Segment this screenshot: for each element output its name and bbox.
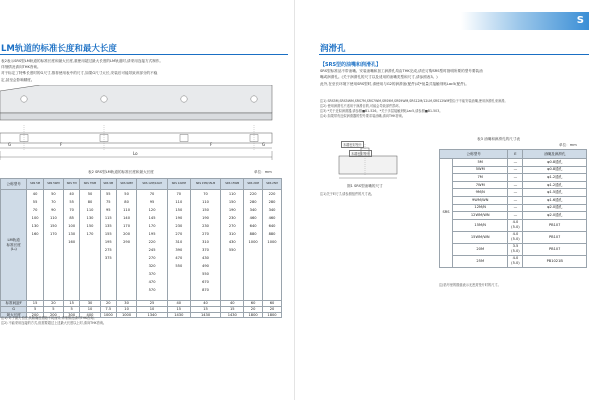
length-value: 245 [148, 248, 156, 252]
table-cell: 20 [244, 306, 263, 312]
table-row [440, 231, 587, 243]
length-value: 230 [202, 224, 209, 228]
table2-caption: 表2 SRS型LM轨道的标准长度和最大长度 [88, 170, 154, 174]
figure1-caption: 图1 SRS型油嘴的尺寸 [347, 184, 383, 188]
e-cell: 4.0 (5.0) [508, 255, 523, 267]
length-value: 190 [202, 216, 209, 220]
column-header: 油嘴及润滑孔 [523, 150, 587, 159]
model-cell: 20M [453, 243, 508, 255]
dim-g-left: G [8, 142, 12, 147]
model-cell: 15M/N [453, 219, 508, 231]
length-value: 290 [123, 240, 130, 244]
column-header: SRS 7M [64, 179, 80, 190]
lube-cell: φ2.0通孔 [523, 204, 587, 212]
e-cell: — [508, 189, 523, 197]
section-rule [319, 54, 589, 55]
length-value: 110 [202, 200, 209, 204]
dim-f-left: F [60, 142, 63, 147]
lubrication-section-title: 润滑孔 [320, 44, 346, 54]
lube-cell: φ1.6通孔 [523, 196, 587, 204]
e-cell: 3.5 (5.0) [508, 243, 523, 255]
table-note-line: 注2) 不能采用连接的方式,但需要超过上述最大长度以上时,请向THK咨询。 [1, 321, 107, 325]
table-cell: 15 [221, 306, 244, 312]
length-value: 310 [228, 232, 236, 236]
table-cell: 40 [167, 301, 190, 307]
length-value: 880 [268, 232, 276, 236]
lubrication-hole-table [439, 149, 587, 268]
dim-f-right: F [210, 142, 213, 147]
length-column [137, 190, 168, 301]
table2-unit: 单位：mm [254, 170, 272, 174]
table-cell: 1430 [221, 312, 244, 318]
intro-line: 表2表示SRS型LM轨道的标准长度和最大长度,重使用超过最大长度的LM轨道时,请采用连接方式制作。 [1, 59, 163, 63]
table-cell: 40 [190, 301, 221, 307]
table3-caption: 表3 油嘴和润滑孔的尺寸表 [477, 137, 520, 141]
length-value: 230 [175, 224, 183, 228]
table-row [440, 166, 587, 174]
length-value: 460 [249, 216, 257, 220]
length-value: 670 [202, 280, 209, 284]
length-value: 95 [105, 208, 111, 212]
length-value: 40 [32, 192, 38, 196]
length-value: 200 [123, 232, 130, 236]
table-row [440, 196, 587, 204]
column-header: SRS 5M [27, 179, 43, 190]
table-cell: 200 [27, 312, 43, 318]
model-cell: 7M [453, 174, 508, 182]
lm-rail-section-title: LM轨道的标准长度和最大长度 [1, 44, 117, 54]
length-value: 490 [202, 264, 209, 268]
length-value: 170 [148, 224, 156, 228]
model-cell: 15WM/WN [453, 231, 508, 243]
table-cell: 20 [263, 306, 282, 312]
column-header: SRS 7WM [80, 179, 100, 190]
length-value: 220 [148, 240, 156, 244]
table-cell: 1000 [116, 312, 136, 318]
table-cell: 40 [221, 301, 244, 307]
length-value: 55 [32, 200, 38, 204]
table-row [440, 204, 587, 212]
table-cell: 15 [27, 301, 43, 307]
table-row [440, 243, 587, 255]
length-value: 470 [148, 280, 156, 284]
length-value: 55 [105, 192, 111, 196]
model-cell: 5M [453, 159, 508, 167]
column-header: SRS 12WM [167, 179, 190, 190]
e-cell: — [508, 204, 523, 212]
intro-line: 对于标定了特殊长度时的G尺寸,推荐使用表中的尺寸,如果G尺寸太长,安装后可能导致该部分的不稳 [1, 71, 158, 76]
figure-callout-seal: 末端密封垫片 [343, 143, 363, 147]
length-column [244, 190, 263, 301]
lube-cell: φ2.0通孔 [523, 212, 587, 220]
length-value: 90 [51, 208, 56, 212]
length-value: 85 [69, 216, 74, 220]
table3-unit: 单位：mm [559, 143, 577, 147]
table-header-row [1, 179, 282, 190]
length-value: 130 [68, 232, 76, 236]
length-value: 270 [148, 256, 156, 260]
e-cell: — [508, 212, 523, 220]
length-column [190, 190, 221, 301]
lube-cell: φ1.2通孔 [523, 174, 587, 182]
length-value: 115 [104, 216, 112, 220]
length-value: 220 [268, 192, 276, 196]
lube-cell: PB107 [523, 219, 587, 231]
length-value: 280 [268, 200, 276, 204]
lube-cell: φ1.2通孔 [523, 181, 587, 189]
length-value: 190 [175, 216, 183, 220]
column-header: 公称型号 [440, 150, 508, 159]
length-value: 190 [228, 208, 236, 212]
table-row [440, 159, 587, 167]
e-cell: — [508, 181, 523, 189]
length-column [116, 190, 136, 301]
column-header: SRS 25M [263, 179, 282, 190]
length-value: 70 [51, 200, 56, 204]
table-row [440, 255, 587, 267]
table-cell: 25 [137, 301, 168, 307]
lube-cell: PB1021B [523, 255, 587, 267]
table-cell: 30 [80, 301, 100, 307]
length-value: 70 [149, 192, 155, 196]
chapter-tab-letter: S [576, 15, 584, 26]
length-value: 55 [69, 200, 74, 204]
model-cell: 12M/N [453, 204, 508, 212]
length-value: 1000 [267, 240, 277, 244]
length-value: 550 [228, 248, 236, 252]
intro-line: SRS型标准品不带油嘴。安装油嘴和加工润滑孔均由THK完成,请在订购SRS型时指明所要的型号要装油 [320, 69, 483, 73]
table-cell: 1800 [263, 312, 282, 318]
length-value: 150 [228, 200, 236, 204]
lube-cell: φ1.5通孔 [523, 189, 587, 197]
table-cell: 10 [80, 306, 100, 312]
length-value: 150 [49, 224, 57, 228]
table-cell: 200 [43, 312, 63, 318]
column-header: SRS 15WM [221, 179, 244, 190]
column-header: SRS 12M/12LM [137, 179, 168, 190]
rail-figure [0, 85, 290, 163]
length-value: 195 [104, 240, 112, 244]
table-header-row [440, 150, 587, 159]
length-column [263, 190, 282, 301]
table-cell: 15 [167, 306, 190, 312]
length-value: 110 [175, 200, 183, 204]
length-value: 150 [202, 208, 209, 212]
length-value: 110 [228, 192, 236, 196]
length-value: 50 [124, 192, 129, 196]
length-value: 50 [87, 192, 93, 196]
figure-callout-hole: 末端密封垫片 [351, 152, 371, 156]
intro-line: 定,甚至会影响精度。 [1, 77, 35, 82]
column-header: SRS 5WM [43, 179, 63, 190]
row-label: G [1, 306, 27, 312]
lube-cell: φ0.8通孔 [523, 159, 587, 167]
table-cell: 5 [64, 306, 80, 312]
length-value: 550 [175, 264, 183, 268]
length-value: 70 [69, 208, 74, 212]
length-column [221, 190, 244, 301]
table-row [440, 212, 587, 220]
length-value: 150 [175, 208, 183, 212]
table-cell: 7.5 [100, 306, 116, 312]
length-value: 640 [249, 224, 257, 228]
table-cell: 20 [43, 301, 63, 307]
figure1-note: 注1)关于E尺寸,请参照组件的尺寸表。 [320, 192, 375, 196]
note-line: 注2) 使用润滑孔不适用于润滑目的,可能会导致部件损坏。 [320, 104, 402, 108]
length-value: 120 [148, 208, 156, 212]
column-header: SRS 20M [244, 179, 263, 190]
note-line: 注1) SRS5M,SRS5WM,SRS7M,SRS7WM,SRS9M,SRS9WM,SRS12M/12LM,SRS12WM型由于不能安装油嘴,使用润滑孔来润滑。 [320, 99, 508, 103]
length-value: 370 [148, 272, 156, 276]
section-rule [0, 54, 288, 55]
e-cell: 4.0 (5.0) [508, 219, 523, 231]
table-cell: 60 [263, 301, 282, 307]
row-label: LM轨道 标准长度 (L₀) [1, 190, 27, 301]
length-value: 640 [268, 224, 276, 228]
table-cell: 30 [116, 301, 136, 307]
length-value: 375 [104, 256, 112, 260]
length-value: 130 [31, 224, 39, 228]
nipple-figure [333, 142, 405, 182]
length-value: 370 [202, 248, 209, 252]
length-value: 50 [51, 192, 56, 196]
table-cell: 20 [100, 301, 116, 307]
length-value: 170 [123, 224, 130, 228]
table-row [440, 219, 587, 231]
length-value: 320 [148, 264, 156, 268]
table-cell: 10 [116, 306, 136, 312]
intro-line: 详细情况请向THK咨询。 [1, 65, 41, 70]
length-value: 550 [202, 272, 209, 276]
dim-lo: Lo [133, 151, 138, 156]
row-label: 标准间距F [1, 301, 27, 307]
e-cell: — [508, 166, 523, 174]
table3-note: 注)括号里的数值表示无密封垫片时的尺寸。 [439, 283, 501, 287]
model-cell: 12WM/WN [453, 212, 508, 220]
length-value: 110 [123, 208, 130, 212]
column-header: E [508, 150, 523, 159]
length-value: 155 [104, 232, 112, 236]
length-value: 460 [268, 216, 276, 220]
length-value: 100 [68, 224, 76, 228]
length-column [167, 190, 190, 301]
length-value: 570 [148, 288, 156, 292]
table-cell: 300 [64, 312, 80, 318]
length-column [27, 190, 43, 301]
table-cell: 1340 [137, 312, 168, 318]
length-value: 145 [148, 216, 156, 220]
length-value: 280 [249, 200, 257, 204]
model-cell: 9M/N [453, 189, 508, 197]
table-row [440, 189, 587, 197]
e-cell: — [508, 159, 523, 167]
length-value: 275 [104, 248, 112, 252]
e-cell: — [508, 174, 523, 182]
length-value: 195 [148, 232, 156, 236]
length-value: 870 [202, 288, 209, 292]
length-value: 95 [149, 200, 155, 204]
table-row [440, 174, 587, 182]
length-value: 270 [228, 224, 236, 228]
table-cell: 5 [27, 306, 43, 312]
length-value: 430 [228, 240, 236, 244]
note-line: 注3) *关于近似润滑器,请参照■B1-526。*关于多层接触剂贴Lac5,请参照■B1-503。 [320, 109, 443, 113]
length-value: 340 [249, 208, 257, 212]
intro-line: 嘴或润滑孔。(关于润滑孔的尺寸以及适用的油嘴类型和尺寸,请参照表3。) [320, 75, 438, 80]
chapter-tab [461, 12, 589, 30]
right-page [295, 0, 589, 400]
length-value: 310 [202, 240, 209, 244]
length-value: 1000 [248, 240, 258, 244]
group-label: SRS [440, 159, 453, 268]
intro-line: 此外,在至长环境下使用SRS型时,请使用与G2的润滑备(配件)或*低量式接触剂贴Lac5(配件)。 [320, 81, 469, 86]
model-cell: 7WM [453, 181, 508, 189]
table-note-line: 注1) 对于最大长度,其精确度需随不同而异,详细情况请向THK咨询。 [1, 316, 97, 320]
length-column [100, 190, 116, 301]
e-cell: 4.0 (5.0) [508, 231, 523, 243]
length-value: 80 [87, 200, 93, 204]
standard-length-table [0, 178, 282, 318]
lube-cell: PB107 [523, 243, 587, 255]
table-cell: 15 [190, 306, 221, 312]
lube-cell: φ0.8通孔 [523, 166, 587, 174]
length-value: 110 [49, 216, 57, 220]
note-line: 注4) 如果带有近似润滑器的型号要求装油嘴,请向THK咨询。 [320, 114, 406, 118]
table-cell: 5 [43, 306, 63, 312]
length-value: 310 [175, 240, 183, 244]
table-cell: 1430 [190, 312, 221, 318]
length-value: 75 [105, 200, 111, 204]
length-value: 230 [228, 216, 236, 220]
length-value: 880 [249, 232, 257, 236]
length-value: 100 [31, 216, 39, 220]
length-value: 170 [86, 232, 94, 236]
table-cell: 15 [64, 301, 80, 307]
length-value: 110 [86, 208, 94, 212]
length-value: 340 [268, 208, 276, 212]
table-cell: 10 [137, 306, 168, 312]
length-value: 160 [31, 232, 39, 236]
length-value: 70 [176, 192, 182, 196]
e-cell: — [508, 196, 523, 204]
length-value: 390 [175, 248, 183, 252]
column-header: SRS 15M/15LM [190, 179, 221, 190]
dim-g-right: G [262, 142, 266, 147]
table-cell: 1800 [244, 312, 263, 318]
length-value: 270 [202, 232, 209, 236]
table-row [440, 181, 587, 189]
length-value: 270 [175, 232, 183, 236]
length-column [80, 190, 100, 301]
model-cell: 9WM/WN [453, 196, 508, 204]
length-value: 70 [32, 208, 38, 212]
length-value: 80 [124, 200, 129, 204]
row-label: 最大长度 [1, 312, 27, 318]
length-column [64, 190, 80, 301]
table-cell: 1000 [100, 312, 116, 318]
length-value: 430 [202, 256, 209, 260]
table-cell: 60 [244, 301, 263, 307]
model-cell: 5WM [453, 166, 508, 174]
left-page [0, 0, 294, 400]
column-header: SRS 9M [100, 179, 116, 190]
length-value: 135 [104, 224, 112, 228]
standard-length-row [1, 190, 282, 301]
length-value: 150 [86, 224, 94, 228]
model-cell: 25M [453, 255, 508, 267]
length-value: 170 [49, 232, 57, 236]
length-value: 130 [86, 216, 94, 220]
lube-cell: PB107 [523, 231, 587, 243]
length-value: 470 [175, 256, 183, 260]
length-column [43, 190, 63, 301]
length-value: 160 [68, 240, 76, 244]
length-value: 40 [69, 192, 74, 196]
table-cell: 1430 [167, 312, 190, 318]
column-header: SRS 9WM [116, 179, 136, 190]
length-value: 140 [123, 216, 130, 220]
column-header: 公称型号 [1, 179, 27, 190]
table-cell: 400 [80, 312, 100, 318]
length-value: 220 [249, 192, 257, 196]
srs-nipple-subtitle: 【SRS型的油嘴和润滑孔】 [320, 62, 382, 68]
length-value: 70 [203, 192, 208, 196]
